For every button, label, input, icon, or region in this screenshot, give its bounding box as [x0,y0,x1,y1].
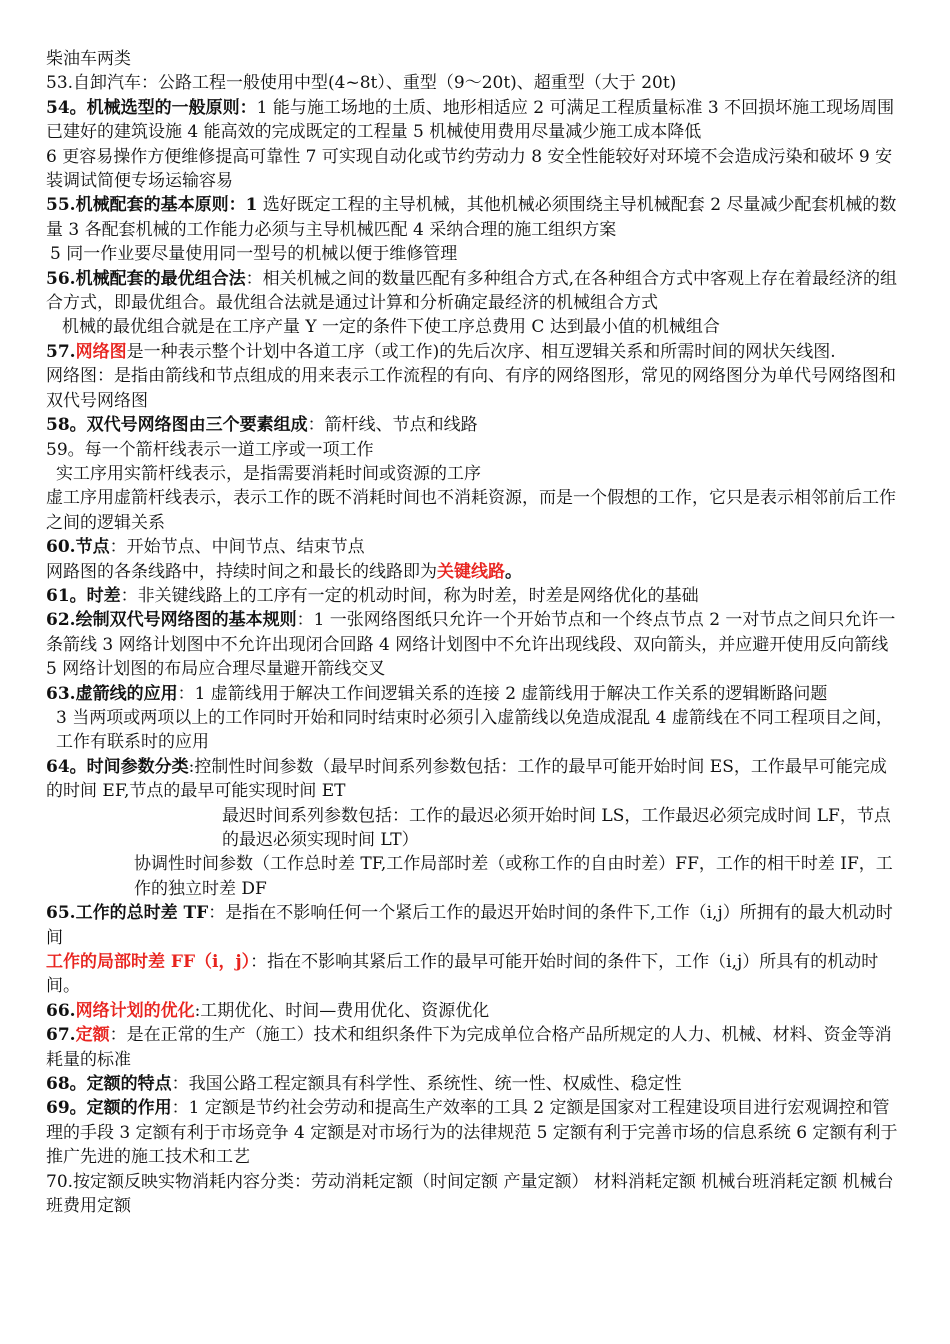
text: 虚工序用虚箭杆线表示，表示工作的既不消耗时间也不消耗资源，而是一个假想的工作，它只是表示相邻前后工作之间的逻辑关系 [46,488,896,533]
heading-69: 69。定额的作用 [46,1098,172,1119]
para-64-coord [46,852,902,901]
text: 6 更容易操作方便维修提高可靠性 7 可实现自动化或节约劳动力 8 安全性能较好对环境不会造成污染和破坏 9 安装调试简便专场运输容易 [46,146,893,192]
para-57 [46,340,902,364]
heading-65-ff: 工作的局部时差 FF（i，j） [46,952,251,973]
text: ：1 虚箭线用于解决工作间逻辑关系的连接 2 虚箭线用于解决工作关系的逻辑断路问题 [177,683,828,704]
text: 59。每一个箭杆线表示一道工序或一项工作 [46,439,374,460]
heading-61: 61。时差 [46,585,121,606]
text: :控制性时间参数（最早时间系列参数包括：工作的最早可能开始时间 ES，工作最早可能完成的时间 EF,节点的最早可能实现时间 ET [46,756,887,802]
heading-60: 60.节点 [46,537,110,558]
para-62 [46,608,902,681]
para-64 [46,755,902,804]
text: 柴油车两类 [46,49,131,69]
text: ：1 一张网络图纸只允许一个开始节点和一个终点节点 2 一对节点之间只允许一条箭线 3 网络计划图中不允许出现闭合回路 4 网络计划图中不允许出现线段、双向箭头，并应避开使用反向箭线 5 网络计划图的布局应合理尽量避开箭线交叉 [46,610,896,680]
para-67 [46,1023,902,1072]
para-56-cont [46,315,902,339]
para-64-latest [46,804,902,853]
para-66 [46,999,902,1023]
para-56 [46,267,902,316]
heading-54: 54。机械选型的一般原则： [46,97,257,118]
para-59-real [46,462,902,486]
text: 5 同一作业要尽量使用同一型号的机械以便于维修管理 [50,244,458,265]
text: ：箭杆线、节点和线路 [307,415,478,436]
para-68 [46,1072,902,1096]
text: 70.按定额反映实物消耗内容分类：劳动消耗定额（时间定额 产量定额） 材料消耗定额 机械台班消耗定额 机械台班费用定额 [46,1171,894,1217]
heading-67-num: 67. [46,1025,76,1046]
text: ：我国公路工程定额具有科学性、系统性、统一性、权威性、稳定性 [171,1074,682,1095]
heading-66-num: 66. [46,1000,76,1021]
para-53 [46,71,902,95]
para-54-cont [46,145,902,194]
para-65-ff [46,950,902,999]
para-54 [46,96,902,145]
text: ：是在正常的生产（施工）技术和组织条件下为完成单位合格产品所规定的人力、机械、材料、资金等消耗量的标准 [46,1025,892,1070]
para-59-virtual [46,486,902,535]
text: 网络图：是指由箭线和节点组成的用来表示工作流程的有向、有序的网络图形，常见的网络图分为单代号网络图和双代号网络图 [46,366,896,411]
heading-57: 网络图 [75,341,127,362]
text: 协调性时间参数（工作总时差 TF,工作局部时差（或称工作的自由时差）FF，工作的相干时差 IF，工作的独立时差 DF [134,854,893,899]
heading-64: 64。时间参数分类 [46,756,189,777]
heading-56: 56.机械配套的最优组合法 [46,268,246,289]
text: ：是指在不影响任何一个紧后工作的最迟开始时间的条件下,工作（i,j）所拥有的最大机动时间 [46,903,893,948]
para-58 [46,413,902,437]
para-57-cont [46,364,902,413]
text: 1 能与施工场地的土质、地形相适应 2 可满足工程质量标准 3 不回损坏施工现场周围已建好的建筑设施 4 能高效的完成既定的工程量 5 机械使用费用尽量减少施工成本降低 [46,97,895,143]
heading-62: 62.绘制双代号网络图的基本规则 [46,610,297,631]
para-63-cont [46,706,902,755]
heading-66: 网络计划的优化 [75,1000,195,1021]
text: ：开始节点、中间节点、结束节点 [109,537,365,558]
text: 53.自卸汽车：公路工程一般使用中型(4~8t）、重型（9～20t)、超重型（大于 20t) [46,73,677,94]
text: 选好既定工程的主导机械，其他机械必须围绕主导机械配套 2 尽量减少配套机械的数量 3 各配套机械的工作能力必须与主导机械匹配 4 采纳合理的施工组织方案 [46,195,897,240]
text: 3 当两项或两项以上的工作同时开始和同时结束时必须引入虚箭线以免造成混乱 4 虚箭线在不同工程项目之间，工作有联系时的应用 [56,707,893,753]
para-69 [46,1096,902,1169]
text: 机械的最优组合就是在工序产量 Y 一定的条件下使工序总费用 C 达到最小值的机械组合 [62,317,720,338]
text: 是一种表示整个计划中各道工序（或工作)的先后次序、相互逻辑关系和所需时间的网状矢线图. [126,341,836,362]
para-63 [46,682,902,706]
para-55 [46,193,902,242]
heading-68: 68。定额的特点 [46,1074,172,1095]
heading-58: 58。双代号网络图由三个要素组成 [46,415,308,436]
critical-path-term: 关键线路 [437,561,505,582]
para-65 [46,901,902,950]
heading-65: 65.工作的总时差 TF [46,903,209,924]
heading-63: 63.虚箭线的应用 [46,683,178,704]
text: ：非关键线路上的工序有一定的机动时间，称为时差，时差是网络优化的基础 [120,585,699,606]
text: 最迟时间系列参数包括：工作的最迟必须开始时间 LS，工作最迟必须完成时间 LF，节点的最迟必须实现时间 LT） [222,805,891,850]
heading-55: 55.机械配套的基本原则：1 [46,195,258,216]
text: ：指在不影响其紧后工作的最早可能开始时间的条件下，工作（i,j）所具有的机动时间。 [46,952,879,997]
text: 网路图的各条线路中，持续时间之和最长的线路即为 [46,561,437,582]
para-55-cont [46,242,902,266]
heading-67: 定额 [75,1025,110,1046]
para-70 [46,1170,902,1219]
text: 实工序用实箭杆线表示，是指需要消耗时间或资源的工序 [56,463,481,484]
text: ：相关机械之间的数量匹配有多种组合方式,在各种组合方式中客观上存在着最经济的组合方式，即最优组合。最优组合法就是通过计算和分析确定最经济的机械组合方式 [46,268,897,314]
heading-57-num: 57. [46,341,76,362]
text: :工期优化、时间—费用优化、资源优化 [194,1000,490,1021]
para-61 [46,584,902,608]
para-diesel [46,47,902,71]
para-60-cont [46,560,902,584]
text: ：1 定额是节约社会劳动和提高生产效率的工具 2 定额是国家对工程建设项目进行宏观调控和管理的手段 3 定额有利于市场竞争 4 定额是对市场行为的法律规范 5 定额有利于完善市场的信息系统 6 定额有利于推广先进的施工技术和工艺 [46,1098,898,1168]
text: 。 [505,561,522,582]
para-60 [46,535,902,559]
para-59 [46,438,902,462]
